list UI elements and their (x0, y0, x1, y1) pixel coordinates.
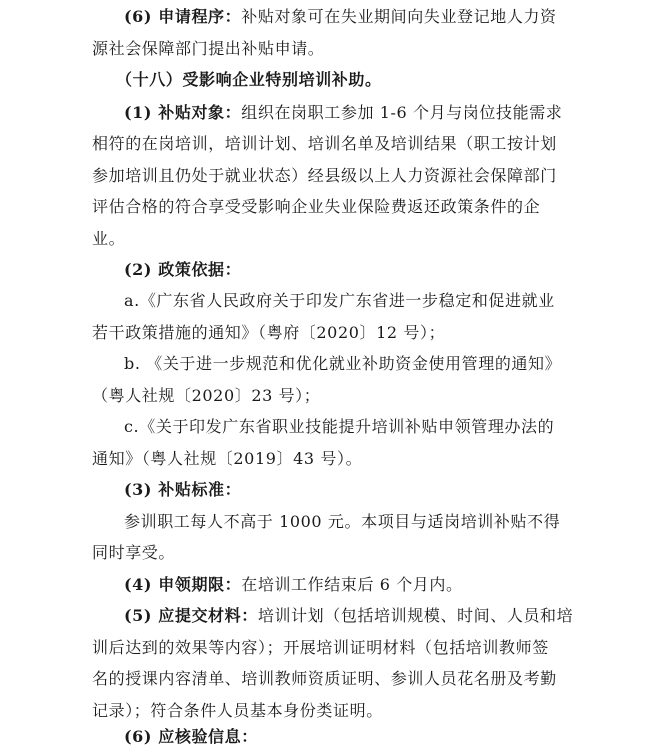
subsidy-target-line-2: 相符的在岗培训，培训计划、培训名单及培训结果（职工按计划 (92, 134, 557, 153)
policy-a-line-1: a.《广东省人民政府关于印发广东省进一步稳定和促进就业 (124, 291, 555, 310)
materials-line-3: 名的授课内容清单、培训教师资质证明、参训人员花名册及考勤 (92, 669, 557, 688)
subsidy-target-line-4: 评估合格的符合享受受影响企业失业保险费返还政策条件的企 (92, 197, 541, 216)
subsidy-standard-line-1: 参训职工每人不高于 1000 元。本项目与适岗培训补贴不得 (124, 512, 561, 531)
materials-line-1 (124, 605, 580, 627)
materials-label: (5) 应提交材料： (124, 606, 258, 625)
policy-b-line-1: b. 《关于进一步规范和优化就业补助资金使用管理的通知》 (124, 354, 562, 373)
policy-c-line-1: c.《关于印发广东省职业技能提升培训补贴申领管理办法的 (124, 417, 555, 436)
subsidy-standard-line-2: 同时享受。 (92, 543, 176, 562)
subsidy-target-line-1 (124, 102, 580, 124)
subsidy-target-text: 组织在岗职工参加 1-6 个月与岗位技能需求 (241, 103, 563, 122)
application-deadline-text: 在培训工作结束后 6 个月内。 (241, 575, 463, 594)
application-deadline-line (124, 574, 580, 596)
policy-basis-label: (2) 政策依据： (124, 260, 242, 279)
policy-c-line-2: 通知》（粤人社规〔2019〕43 号）。 (92, 449, 363, 468)
materials-text: 培训计划（包括培训规模、时间、人员和培 (257, 606, 574, 625)
apply-procedure-label: (6) 申请程序： (124, 7, 242, 26)
section-18-heading: （十八）受影响企业特别培训补助。 (116, 70, 382, 89)
subsidy-standard-label: (3) 补贴标准： (124, 480, 242, 499)
policy-b-line-2: （粤人社规〔2020〕23 号）； (92, 386, 321, 405)
materials-line-2: 训后达到的效果等内容）；开展培训证明材料（包括培训教师签 (92, 638, 549, 657)
policy-a-line-2: 若干政策措施的通知》（粤府〔2020〕12 号）； (92, 323, 446, 342)
application-deadline-label: (4) 申领期限： (124, 575, 242, 594)
verify-info-label: (6) 应核验信息： (124, 727, 258, 746)
apply-procedure-text: 补贴对象可在失业期间向失业登记地人力资 (241, 7, 557, 26)
apply-procedure-line-1 (124, 6, 580, 28)
materials-line-4: 记录）；符合条件人员基本身份类证明。 (92, 701, 383, 720)
subsidy-target-label: (1) 补贴对象： (124, 103, 242, 122)
subsidy-target-line-3: 参加培训且仍处于就业状态）经县级以上人力资源社会保障部门 (92, 166, 557, 185)
subsidy-target-line-5: 业。 (92, 229, 126, 248)
apply-procedure-line-2: 源社会保障部门提出补贴申请。 (92, 39, 325, 58)
